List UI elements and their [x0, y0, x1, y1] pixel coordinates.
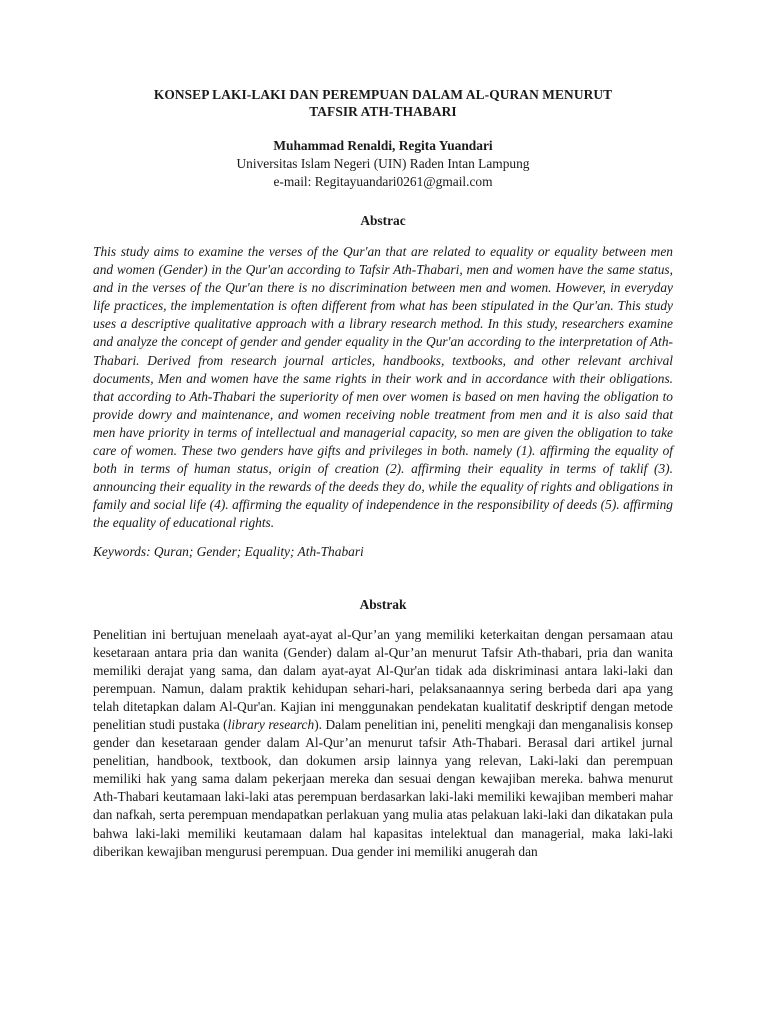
paper-email: e-mail: Regitayuandari0261@gmail.com — [273, 174, 493, 189]
paper-title — [93, 86, 673, 120]
paper-title-line2: TAFSIR ATH-THABARI — [309, 104, 457, 119]
paper-title-line1: KONSEP LAKI-LAKI DAN PEREMPUAN DALAM AL-QURAN MENURUT — [153, 87, 613, 102]
paper-authors: Muhammad Renaldi, Regita Yuandari — [273, 138, 493, 153]
abstract-heading-en: Abstrac — [360, 213, 406, 228]
abstract-text-en: This study aims to examine the verses of the Qur'an that are related to equality or equality between men and women (Gender) in the Qur'an according to Tafsir Ath-Thabari, men and women have the same status, and in the verses of the Qur'an there is no discrimination between men and women. However, in everyday life practices, the implementation is often different from what has been stipulated in the Qur'an. This study uses a descriptive qualitative approach with a library research method. In this study, researchers examine and analyze the concept of gender and gender equality in the Qur'an according to the interpretation of Ath-Thabari. Derived from research journal articles, handbooks, textbooks, and other relevant archival documents, Men and women have the same rights in their work and in accordance with their obligations. that according to Ath-Thabari the superiority of men over women is based on men having the obligation to provide dowry and maintenance, and women receiving noble treatment from men and it is also said that men have priority in terms of intellectual and managerial capacity, so men are given the obligation to take care of women. These two genders have gifts and privileges in both. namely (1). affirming the equality of both in terms of human status, origin of creation (2). affirming their equality in terms of taklif (3). announcing their equality in the rewards of the deeds they do, while the equality of rights and obligations in family and social life (4). affirming the equality of independence in the responsibility of deeds (5). affirming the equality of educational rights. — [93, 244, 673, 531]
abstract-id-part2: ). Dalam penelitian ini, peneliti mengkaji dan menganalisis konsep gender dan kesetaraan gender dalam Al-Qur’an menurut tafsir Ath-Thabari. Berasal dari artikel jurnal penelitian, handbook, textbook, dan dokumen arsip lainnya yang relevan, Laki-laki dan perempuan memiliki hak yang sama dalam pekerjaan mereka dan sesuai dengan kewajiban mereka. bahwa menurut Ath-Thabari keutamaan laki-laki atas perempuan berdasarkan laki-laki memiliki kewajiban memberi mahar dan nafkah, serta perempuan mendapatkan perlakuan yang mulia atas pelakuan laki-laki dan dikatakan pula bahwa laki-laki memiliki keutamaan dalam hal kapasitas intelektual dan managerial, maka laki-laki diberikan kewajiban mengurusi perempuan. Dua gender ini memiliki anugerah dan — [93, 716, 674, 859]
paper-affiliation: Universitas Islam Negeri (UIN) Raden Intan Lampung — [236, 156, 530, 171]
paper-page — [93, 86, 673, 861]
abstract-text-id — [93, 626, 673, 861]
keywords: Keywords: Quran; Gender; Equality; Ath-Thabari — [93, 543, 364, 559]
abstract-heading-id: Abstrak — [359, 596, 407, 612]
abstract-id-italic: library research — [227, 716, 315, 732]
abstract-id-part1: Penelitian ini bertujuan menelaah ayat-ayat al-Qur’an yang memiliki keterkaitan dengan persamaan atau kesetaraan antara pria dan wanita (Gender) dalam al-Qur’an menurut Tafsir Ath-thabari, pria dan wanita memiliki derajat yang sama, dan dalam ayat-ayat Al-Qur'an tidak ada diskriminasi antara laki-laki dan perempuan. Namun, dalam praktik kehidupan sehari-hari, pelaksanaannya sering berbeda dari apa yang telah ditetapkan dalam Al-Qur'an. Kajian ini menggunakan pendekatan kualitatif deskriptif dengan metode penelitian studi pustaka ( — [93, 626, 673, 732]
